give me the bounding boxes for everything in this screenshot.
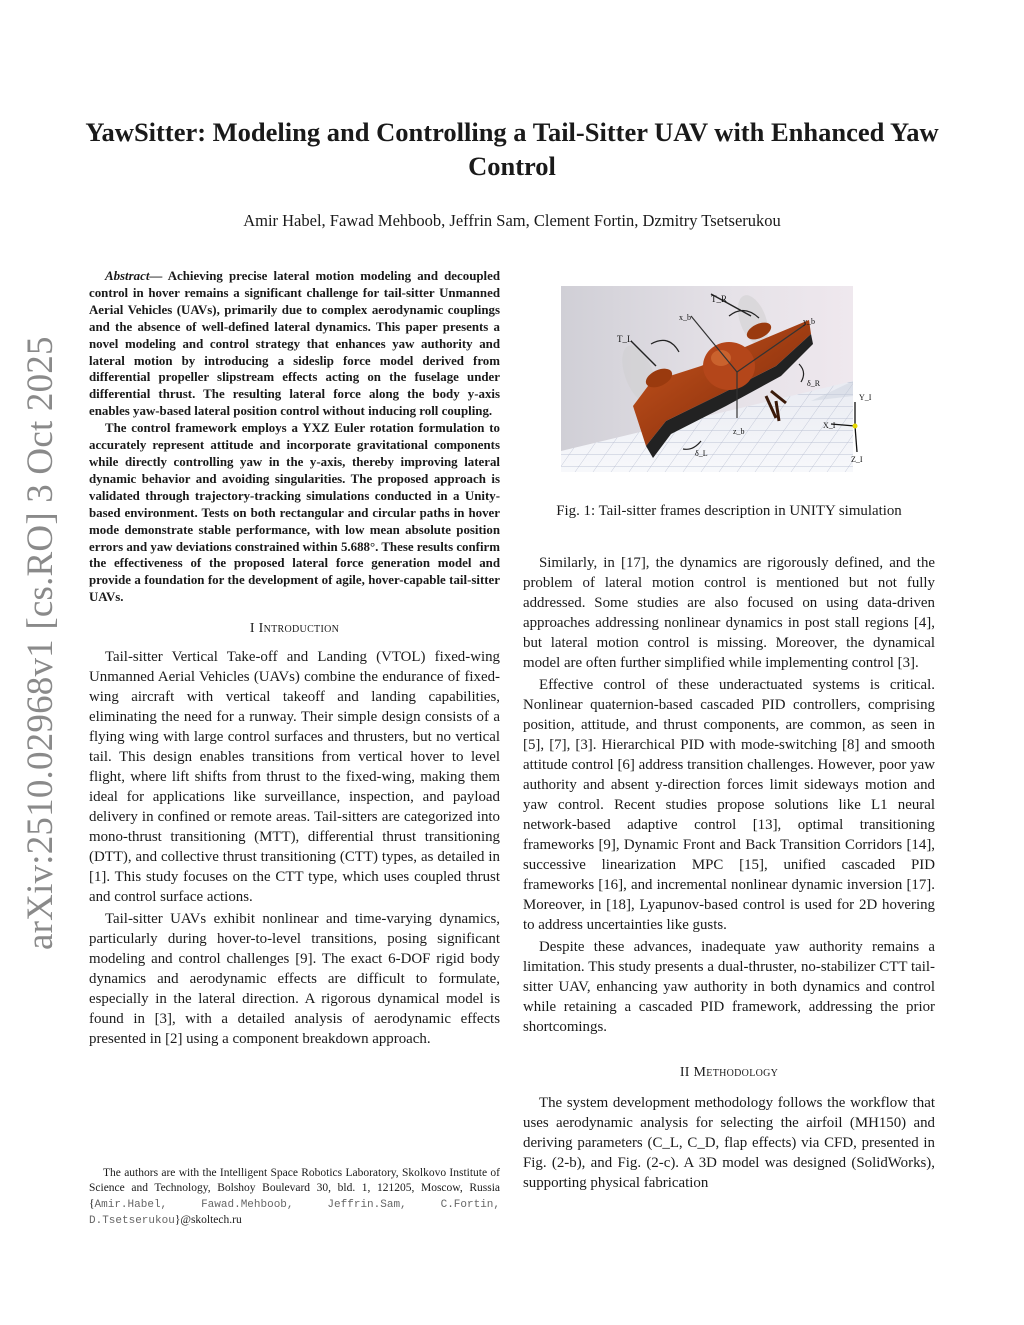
footnote-emails: Amir.Habel, Fawad.Mehboob, Jeffrin.Sam, C.Fortin, D.Tsetserukou bbox=[89, 1198, 500, 1227]
label-tr: T_R bbox=[711, 294, 728, 304]
section-heading-introduction: I Introduction bbox=[249, 621, 340, 637]
label-dl: δ_L bbox=[695, 449, 708, 458]
left-column bbox=[89, 268, 500, 1051]
arxiv-identifier-text: arXiv:2510.02968v1 [cs.RO] 3 Oct 2025 bbox=[20, 336, 61, 950]
uav-render bbox=[561, 286, 872, 472]
label-xb: x_b bbox=[679, 313, 691, 322]
label-zb: z_b bbox=[733, 427, 745, 436]
right-paragraph-1: Similarly, in [17], the dynamics are rigorously defined, and the problem of lateral motion control is mentioned but not fully addressed. Some studies are also focused on using data-driven approaches addressing nonlinear dynamics in post stall regions [4], but lateral motion control is missing. Moreover, the dynamical model are often further simplified while implementing control [3]. bbox=[523, 555, 935, 671]
right-paragraph-3: Despite these advances, inadequate yaw authority remains a limitation. This study presents a dual-thruster, no-stabilizer CTT tail-sitter UAV, enhancing yaw authority in both dynamics and control while retaining a cascaded PID framework, addressing the prior shortcomings. bbox=[523, 939, 935, 1035]
right-paragraph-2: Effective control of these underactuated systems is critical. Nonlinear quaternion-based cascaded PID controllers, comprising position, attitude, and thrust components, are common, as seen in [5], [7], [3]. Hierarchical PID with mode-switching [8] and smooth attitude control [6] address transition challenges. However, poor yaw authority and absent y-direction forces limit sideways motion and yaw control. Recent studies propose solutions like L1 neural network-based adaptive control [13], optimal transitioning frameworks [9], Dynamic Front and Back Transition Corridors [14], successive linearization MPC [15], unified cascaded PID frameworks [16], and incremental nonlinear dynamic inversion [17]. Moreover, in [18], Lyapunov-based control is used for 2D hovering to address uncertainties like gusts. bbox=[523, 677, 935, 933]
fuselage bbox=[703, 342, 755, 390]
footnote-text: The authors are with the Intelligent Space Robotics Laboratory, Skolkovo Institute of Science and Technology, Bolshoy Boulevard 30, bld. 1, 121205, Moscow, Russia { bbox=[89, 1167, 500, 1210]
abstract-paragraph-1: — Achieving precise lateral motion modeling and decoupled control in hover remains a significant challenge for tail-sitter Unmanned Aerial Vehicles (UAVs), primarily due to complex aerodynamic couplings and the absence of well-defined lateral dynamics. This paper presents a novel modeling and control strategy that enhances yaw authority and lateral motion by introducing a sideslip force model derived from differential propeller slipstream effects acting on the fuselage under differential thrust. The resulting lateral force along the body y-axis enables yaw-based lateral position control without inducing roll coupling. bbox=[89, 269, 500, 419]
arxiv-identifier bbox=[18, 336, 64, 950]
footnote-domain: }@skoltech.ru bbox=[174, 1213, 242, 1226]
author-list: Amir Habel, Fawad Mehboob, Jeffrin Sam, Clement Fortin, Dzmitry Tsetserukou bbox=[243, 211, 781, 230]
label-xi: X_I bbox=[823, 421, 836, 430]
figure-caption: Fig. 1: Tail-sitter frames description in UNITY simulation bbox=[556, 503, 902, 519]
methodology-paragraph-1: The system development methodology follows the workflow that uses aerodynamic analysis for selecting the airfoil (MH150) and deriving parameters (C_L, C_D, flap effects) via CFD, presented in Fig. (2-b), and Fig. (2-c). A 3D model was designed (SolidWorks), supporting physical fabrication bbox=[523, 1095, 935, 1191]
label-zi: Z_I bbox=[851, 455, 863, 464]
abstract-label: Abstract bbox=[105, 269, 150, 283]
abstract-paragraph-2: The control framework employs a YXZ Euler rotation formulation to accurately represent attitude and incorporate gravitational components while directly controlling yaw in the y-axis, thereby improving lateral dynamic behavior and avoiding singularities. The proposed approach is validated through trajectory-tracking simulations conducted in a Unity-based environment. Tests on both rectangular and circular paths in hover mode demonstrate stable performance, with low mean absolute position errors and yaw deviations constrained within 5.688°. These results confirm the effectiveness of the proposed lateral force generation model and provide a foundation for the development of agile, hover-capable tail-sitter UAVs. bbox=[89, 421, 500, 605]
affiliation-footnote bbox=[89, 1166, 500, 1229]
label-dr: δ_R bbox=[807, 379, 821, 388]
intro-paragraph-2: Tail-sitter UAVs exhibit nonlinear and time-varying dynamics, particularly during hover-to-level transitions, posing significant modeling and control challenges [9]. The exact 6-DOF rigid body dynamics and aerodynamic effects are difficult to formulate, especially in the lateral direction. A rigorous dynamical model is found in [3], with a detailed analysis of aerodynamic effects presented in [2] using a component breakdown approach. bbox=[89, 911, 500, 1048]
paper-title: YawSitter: Modeling and Controlling a Tail-Sitter UAV with Enhanced Yaw Control bbox=[85, 117, 939, 181]
section-heading-methodology: II Methodology bbox=[679, 1065, 779, 1080]
right-column bbox=[523, 553, 935, 1195]
label-yi: Y_I bbox=[859, 393, 872, 402]
label-tl: T_L bbox=[617, 334, 633, 344]
intro-paragraph-1: Tail-sitter Vertical Take-off and Landing (VTOL) fixed-wing Unmanned Aerial Vehicles (UAVs) combine the endurance of fixed-wing aircraft with vertical takeoff and landing capabilities, eliminating the need for a runway. Their simple design consists of a flying wing with large control surfaces and thrusters, but no vertical tail. This design enables transitions from vertical hover to level flight, where lift shifts from thrust to the fixed-wing, making them ideal for applications like surveillance, inspection, and payload delivery in confined or remote areas. Tail-sitters are categorized into mono-thrust transitioning (MTT), differential thrust transitioning (DTT), and collective thrust transitioning (CTT) types, as detailed in [1]. This study focuses on the CTT type, which uses coupled thrust and control surface actions. bbox=[89, 649, 500, 906]
figure-uav-simulation bbox=[561, 286, 872, 472]
label-yb: y_b bbox=[803, 317, 815, 326]
abstract bbox=[89, 268, 500, 606]
